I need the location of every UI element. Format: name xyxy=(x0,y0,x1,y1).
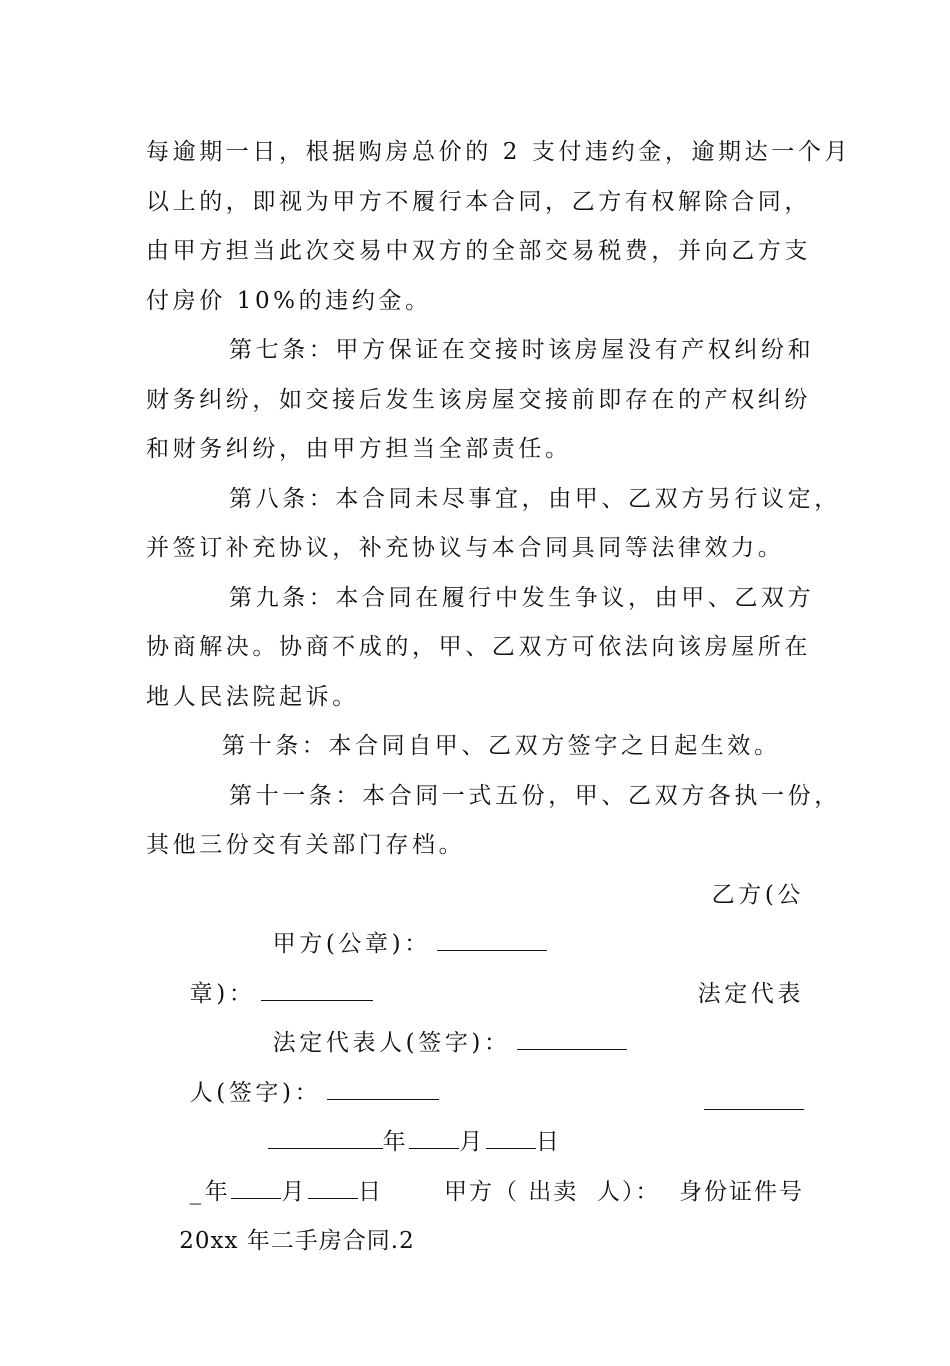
party-b-year-label: _年 xyxy=(189,1178,232,1205)
party-b-seal-label-cont: 章)： xyxy=(189,980,256,1007)
article-7-line: 和财务纠纷，由甲方担当全部责任。 xyxy=(146,436,572,462)
next-section-row xyxy=(146,1168,816,1254)
article-7-line: 财务纠纷，如交接后发生该房屋交接前即存在的产权纠纷 xyxy=(146,386,811,413)
date-row xyxy=(146,1069,816,1155)
day-label: 日 xyxy=(535,1129,563,1155)
text-line: 由甲方担当此次交易中双方的全部交易税费，并向乙方支 xyxy=(146,238,811,264)
party-a-seal-label: 甲方(公章)： xyxy=(272,931,431,957)
article-11-line: 其他三份交有关部门存档。 xyxy=(146,832,466,858)
party-a-seal-blank xyxy=(437,920,547,951)
article-8-line: 第八条：本合同未尽事宜，由甲、乙双方另行议定， xyxy=(229,485,841,512)
party-b-day-label: 日 xyxy=(357,1178,385,1205)
party-b-rep-label: 法定代表 xyxy=(697,980,804,1007)
party-a-rep-label: 法定代表人(签字)： xyxy=(272,1030,511,1056)
party-b-year-blank xyxy=(704,1079,804,1110)
party-b-rep-label-cont: 人(签字)： xyxy=(189,1079,322,1106)
article-9-line: 协商解决。协商不成的，甲、乙双方可依法向该房屋所在 xyxy=(146,634,811,660)
month-blank xyxy=(409,1118,459,1149)
year-label: 年 xyxy=(382,1129,410,1155)
text-line: 以上的，即视为甲方不履行本合同，乙方有权解除合同， xyxy=(146,188,811,215)
seal-row xyxy=(146,871,816,957)
day-blank xyxy=(486,1118,536,1149)
article-9-line: 地人民法院起诉。 xyxy=(146,683,359,710)
party-b-month-label: 月 xyxy=(281,1178,308,1205)
year-blank xyxy=(268,1118,383,1149)
article-8-line: 并签订补充协议，补充协议与本合同具同等法律效力。 xyxy=(146,535,785,561)
rep-row xyxy=(146,970,816,1056)
month-label: 月 xyxy=(459,1129,486,1155)
text-line: 付房价 10%的违约金。 xyxy=(146,287,432,314)
next-section-title: 20xx 年二手房合同.2 xyxy=(179,1228,415,1254)
article-9-line: 第九条：本合同在履行中发生争议，由甲、乙双方 xyxy=(229,584,815,611)
document-page xyxy=(146,128,852,1254)
article-7-line: 第七条：甲方保证在交接时该房屋没有产权纠纷和 xyxy=(229,337,815,363)
text-line: 每逾期一日，根据购房总价的 2 支付违约金，逾期达一个月 xyxy=(146,139,852,165)
article-11-line: 第十一条：本合同一式五份，甲、乙双方各执一份， xyxy=(229,782,841,809)
party-b-seal-label: 乙方(公 xyxy=(711,881,804,908)
party-a-rep-blank xyxy=(517,1019,627,1050)
next-section-seller: 甲方（ 出卖 人）： 身份证件号 xyxy=(443,1178,804,1205)
article-10-line: 第十条：本合同自甲、乙双方签字之日起生效。 xyxy=(222,733,781,759)
